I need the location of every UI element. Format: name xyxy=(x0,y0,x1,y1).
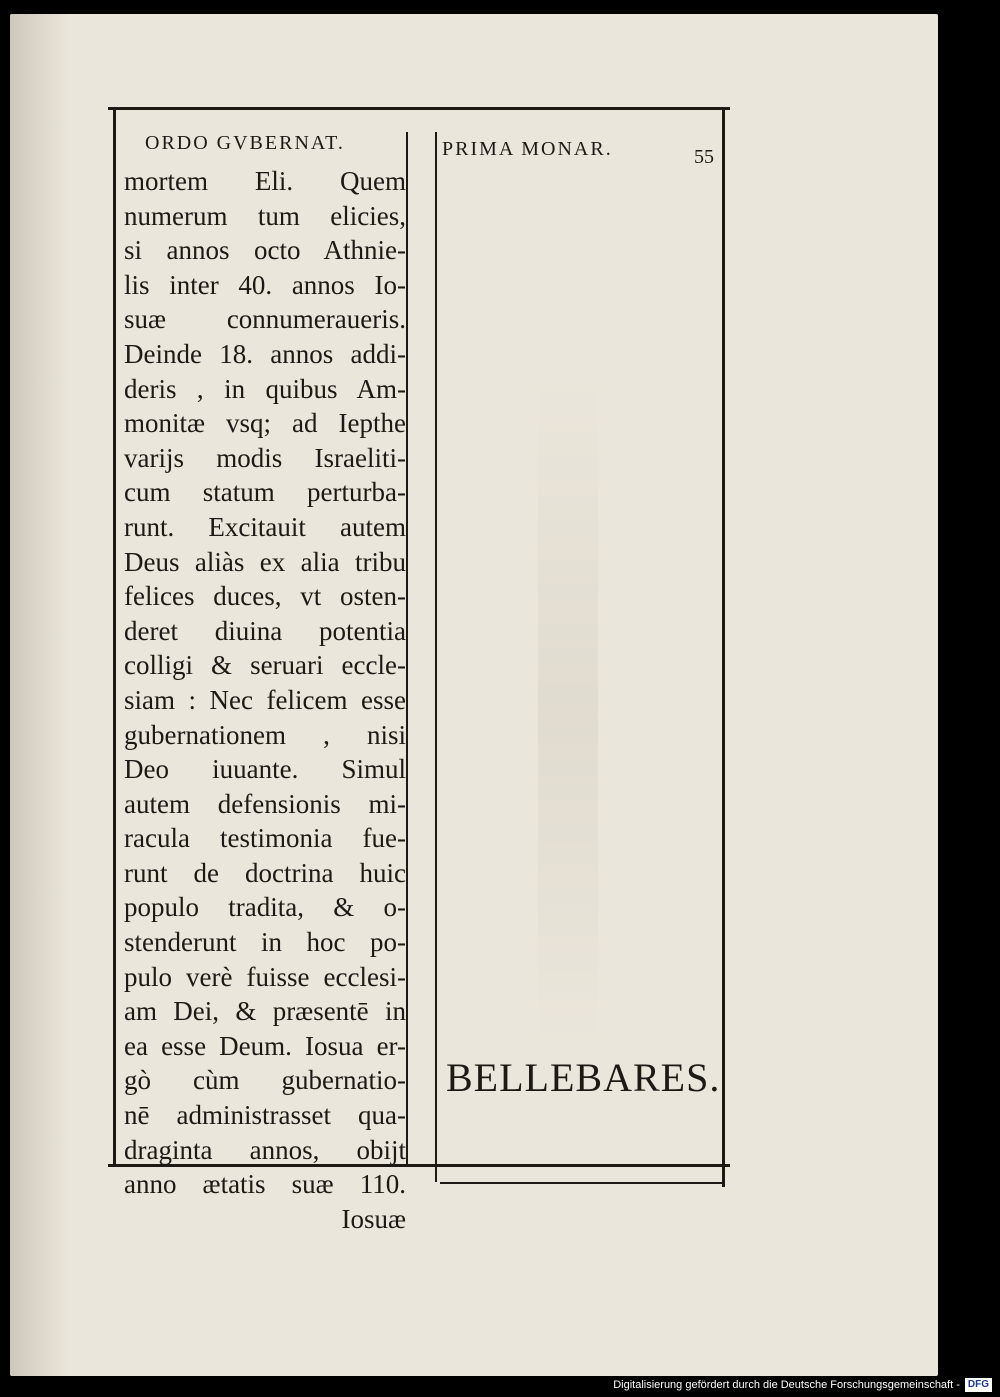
text-line: varijs modis Israeliti- xyxy=(124,442,406,473)
text-line: am Dei, & præsentē in xyxy=(124,996,406,1027)
text-line: deret diuina potentia xyxy=(124,615,406,646)
text-line: mortem Eli. Quem xyxy=(124,166,406,196)
right-frame-rule xyxy=(722,107,725,1187)
text-line: populo tradita, & o- xyxy=(124,892,406,923)
text-line: lis inter 40. annos Io- xyxy=(124,269,406,300)
text-line: Deus aliàs ex alia tribu xyxy=(124,546,406,577)
text-line: felices duces, vt osten- xyxy=(124,581,406,612)
text-line: monitæ vsq; ad Iepthe xyxy=(124,408,406,439)
left-frame-rule xyxy=(113,107,116,1167)
catchword: BELLEBARES. xyxy=(446,1055,721,1100)
text-line: gò cùm gubernatio- xyxy=(124,1065,406,1096)
credit-text: Digitalisierung gefördert durch die Deutsche Forschungsgemeinschaft - xyxy=(613,1379,960,1391)
page-number: 55 xyxy=(694,146,714,168)
text-line: racula testimonia fue- xyxy=(124,823,406,854)
text-line: siam : Nec felicem esse xyxy=(124,684,406,715)
custos-word: Iosuæ xyxy=(341,1203,406,1234)
text-line: nē administrasset qua- xyxy=(124,1100,406,1131)
dfg-logo: DFG xyxy=(965,1378,992,1392)
left-running-title: ORDO GVBERNAT. xyxy=(145,132,345,154)
text-line: cum statum perturba- xyxy=(124,477,406,508)
book-page xyxy=(10,14,938,1376)
show-through-stain xyxy=(538,374,598,1054)
text-line: deris , in quibus Am- xyxy=(124,373,406,404)
right-running-title: PRIMA MONAR. xyxy=(442,138,613,160)
text-line: gubernationem , nisi xyxy=(124,719,406,750)
digitization-credit xyxy=(613,1377,992,1393)
text-line: autem defensionis mi- xyxy=(124,788,406,819)
text-line: runt de doctrina huic xyxy=(124,857,406,888)
text-line: si annos octo Athnie- xyxy=(124,235,406,266)
text-line: ea esse Deum. Iosua er- xyxy=(124,1030,406,1061)
blank-column-left-rule xyxy=(435,132,437,1182)
text-line: runt. Excitauit autem xyxy=(124,511,406,542)
text-line: numerum tum elicies, xyxy=(124,200,406,231)
text-line: suæ connumeraueris. xyxy=(124,304,406,335)
text-line: colligi & seruari eccle- xyxy=(124,650,406,681)
text-line: pulo verè fuisse ecclesi- xyxy=(124,961,406,992)
text-line: anno ætatis suæ 110. xyxy=(124,1169,406,1200)
top-frame-rule xyxy=(108,107,730,110)
text-line: Deinde 18. annos addi- xyxy=(124,338,406,369)
text-line: draginta annos, obijt xyxy=(124,1134,406,1165)
text-column-right-rule xyxy=(406,132,408,1164)
text-line: stenderunt in hoc po- xyxy=(124,927,406,958)
text-line: Deo iuuante. Simul xyxy=(124,754,406,785)
blank-column-bottom-rule xyxy=(440,1182,725,1184)
text-column xyxy=(124,164,406,1236)
